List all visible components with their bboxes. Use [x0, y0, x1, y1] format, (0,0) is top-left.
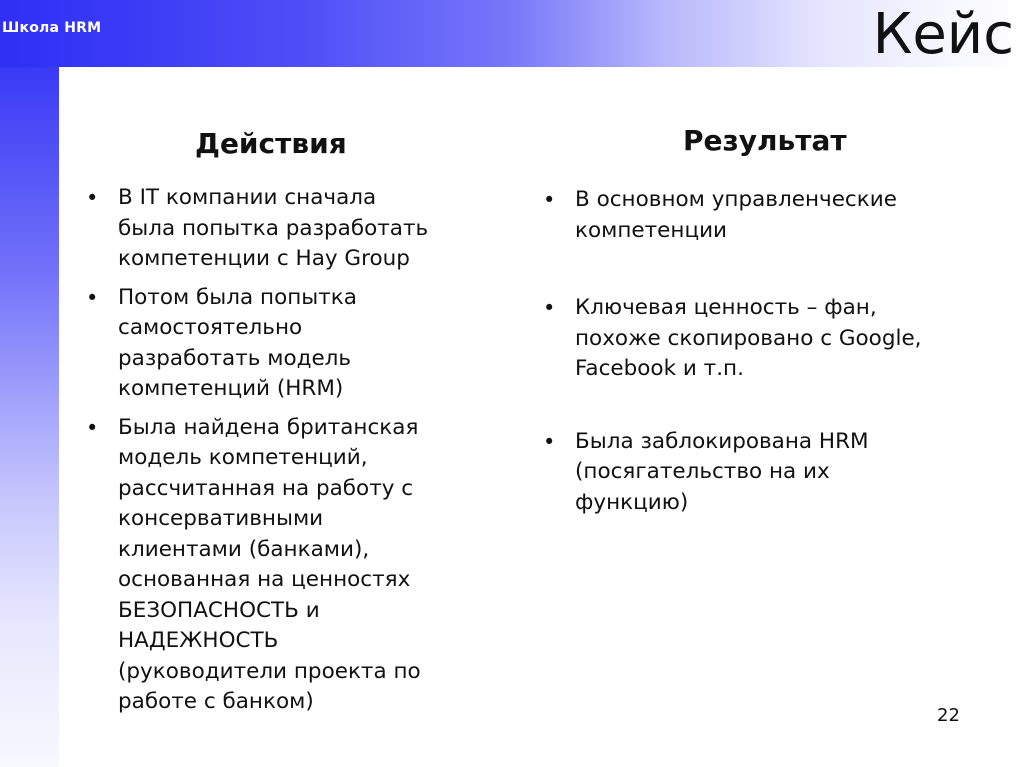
bullet-icon: • — [543, 296, 556, 320]
text-line: работе с банком) — [118, 689, 314, 714]
text-line: компетенций (HRM) — [118, 376, 344, 401]
result-list — [535, 185, 1005, 565]
text-line: была попытка разработать — [118, 215, 429, 241]
text-line: разработать модель — [118, 345, 352, 371]
text-line: НАДЕЖНОСТЬ — [118, 628, 279, 653]
text-line: Ключевая ценность – фан, — [575, 295, 877, 320]
text-line: Facebook и т.п. — [575, 356, 744, 381]
text-line: (посягательство на их — [575, 459, 830, 484]
text-line: клиентами (банками), — [118, 536, 370, 562]
text-line: модель компетенций, — [118, 445, 368, 470]
text-line: Была найдена британская — [118, 414, 419, 440]
actions-list — [78, 183, 508, 726]
list-item — [535, 185, 1005, 246]
text-line: самостоятельно — [118, 315, 303, 340]
header-band — [0, 0, 1024, 67]
text-line: компетенции — [575, 217, 728, 243]
text-line: компетенции с Hay Group — [118, 246, 410, 271]
list-item — [535, 427, 1005, 519]
list-item — [78, 413, 508, 718]
text-line: В основном управленческие — [575, 187, 897, 212]
text-line: БЕЗОПАСНОСТЬ и — [118, 597, 320, 623]
list-item — [78, 183, 508, 275]
text-line: В IT компании сначала — [118, 185, 377, 210]
left-accent-bar — [0, 67, 59, 767]
bullet-icon: • — [543, 188, 556, 212]
text-line: консервативными — [118, 506, 324, 531]
page-number: 22 — [937, 705, 960, 726]
slide-title: Кейс — [872, 2, 1014, 67]
list-item — [535, 293, 1005, 385]
text-line: (руководители проекта по — [118, 658, 421, 684]
bullet-icon: • — [86, 285, 99, 310]
bullet-icon: • — [86, 415, 99, 440]
actions-heading: Действия — [195, 127, 347, 160]
result-heading: Результат — [683, 124, 847, 157]
text-line: рассчитанная на работу с — [118, 475, 414, 501]
text-line: функцию) — [575, 489, 689, 515]
text-line: Потом была попытка — [118, 284, 357, 310]
text-line: похоже скопировано с Google, — [575, 325, 922, 351]
bullet-icon: • — [543, 429, 556, 454]
text-line: основанная на ценностях — [118, 567, 411, 592]
list-item — [78, 283, 508, 405]
logo: Школа HRM — [2, 20, 102, 36]
text-line: Была заблокирована HRM — [575, 428, 869, 454]
bullet-icon: • — [86, 186, 99, 210]
